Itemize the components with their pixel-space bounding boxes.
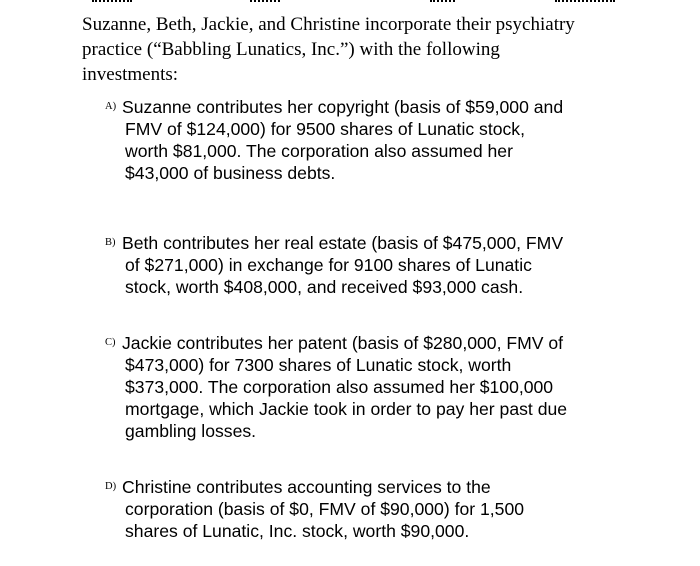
intro-line: practice (“Babbling Lunatics, Inc.”) with the following	[82, 39, 500, 60]
cropped-previous-line	[0, 0, 700, 4]
item-line: Beth contributes her real estate (basis of $475,000, FMV	[122, 233, 564, 253]
item-line: stock, worth $408,000, and received $93,000 cash.	[125, 277, 524, 297]
item-line: FMV of $124,000) for 9500 shares of Lunatic stock,	[125, 119, 525, 139]
item-text	[122, 476, 645, 542]
item-line: worth $81,000. The corporation also assumed her	[125, 141, 513, 161]
item-letter: A)	[105, 101, 117, 112]
item-line: mortgage, which Jackie took in order to pay her past due	[125, 399, 568, 419]
investment-item-b	[105, 232, 645, 298]
item-line: of $271,000) in exchange for 9100 shares of Lunatic	[125, 255, 532, 275]
item-text	[122, 96, 645, 184]
investment-item-c	[105, 332, 645, 442]
item-line: gambling losses.	[125, 421, 257, 441]
intro-line: Suzanne, Beth, Jackie, and Christine incorporate their psychiatry	[82, 14, 575, 35]
item-letter: C)	[105, 337, 116, 348]
item-letter: B)	[105, 237, 116, 248]
item-line: Suzanne contributes her copyright (basis of $59,000 and	[122, 97, 564, 117]
item-line: corporation (basis of $0, FMV of $90,000) for 1,500	[125, 499, 525, 519]
item-line: Christine contributes accounting services to the	[122, 477, 491, 497]
item-text	[122, 232, 645, 298]
item-line: shares of Lunatic, Inc. stock, worth $90,000.	[125, 521, 470, 541]
item-line: Jackie contributes her patent (basis of $280,000, FMV of	[122, 333, 564, 353]
intro-line: investments:	[82, 64, 179, 85]
investment-item-a	[105, 96, 645, 184]
investment-item-d	[105, 476, 645, 542]
item-line: $473,000) for 7300 shares of Lunatic stock, worth	[125, 355, 512, 375]
item-line: $43,000 of business debts.	[125, 163, 336, 183]
problem-intro	[82, 12, 642, 87]
item-letter: D)	[105, 481, 117, 492]
item-line: $373,000. The corporation also assumed her $100,000	[125, 377, 554, 397]
item-text	[122, 332, 645, 442]
